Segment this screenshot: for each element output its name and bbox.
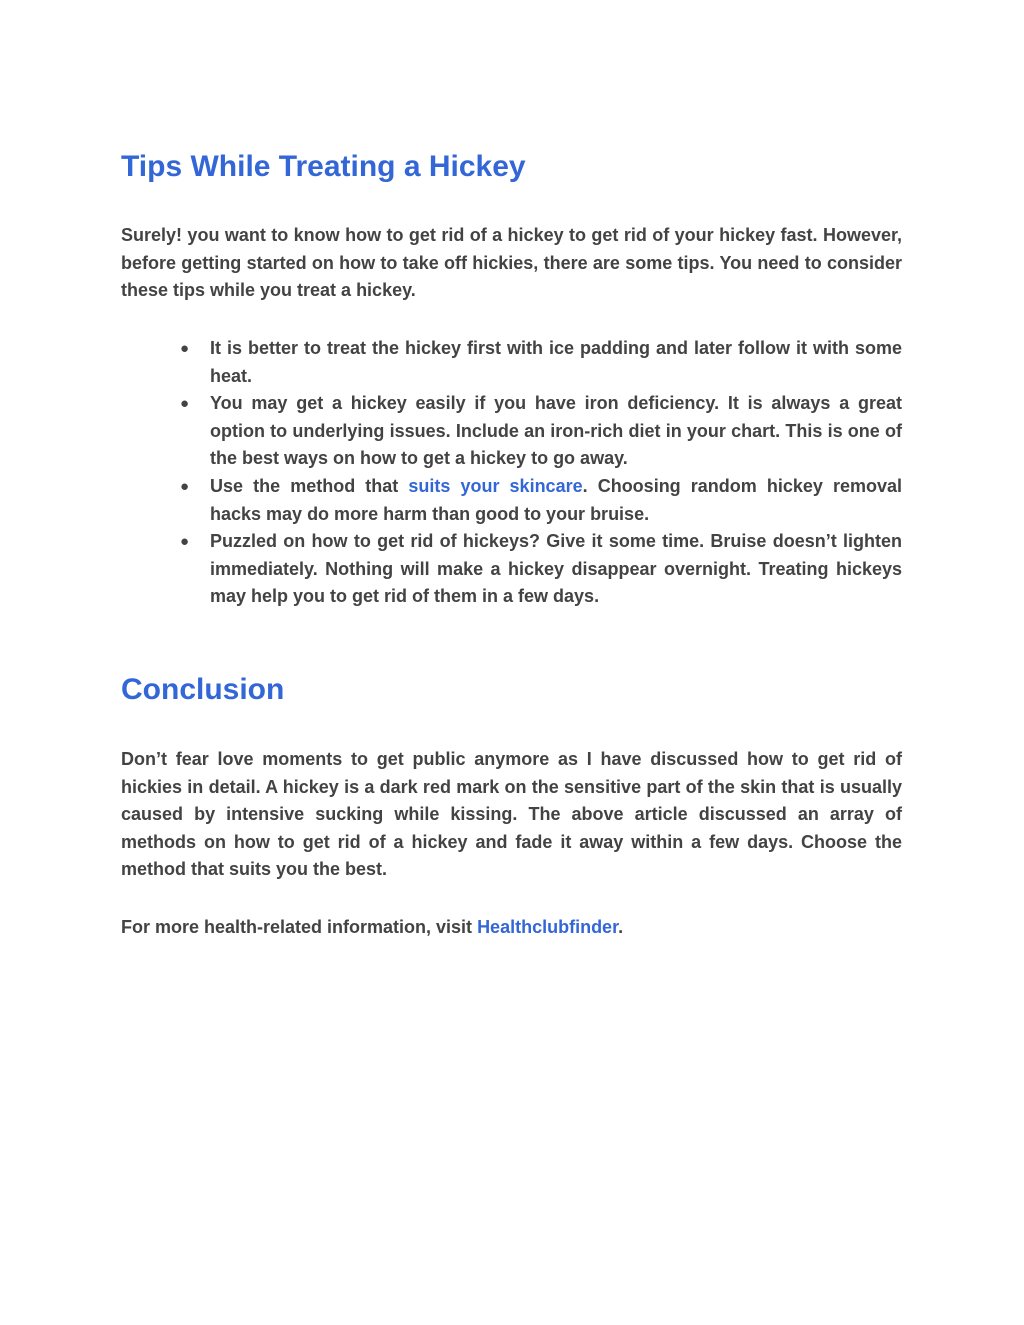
healthclubfinder-link[interactable]: Healthclubfinder — [477, 917, 619, 937]
bullet-icon: ● — [180, 395, 190, 413]
more-info-paragraph — [121, 914, 902, 942]
list-item — [121, 473, 902, 528]
more-info-period: . — [618, 917, 624, 937]
list-item — [121, 528, 902, 611]
conclusion-heading: Conclusion — [121, 673, 285, 706]
tips-heading: Tips While Treating a Hickey — [121, 150, 526, 183]
tip-text: It is better to treat the hickey first with ice padding and later follow it with some heat. — [210, 338, 902, 386]
bullet-icon: ● — [180, 477, 190, 495]
tip-text: Puzzled on how to get rid of hickeys? Give it some time. Bruise doesn’t lighten immediately. Nothing will make a hickey disappear overnight. Treating hickeys may help you to get rid of them in a few days. — [210, 531, 902, 607]
suits-your-skincare-link[interactable]: suits your skincare — [408, 475, 583, 496]
tips-intro-paragraph: Surely! you want to know how to get rid of a hickey to get rid of your hickey fast. However, before getting started on how to take off hickies, there are some tips. You need to consider these tips while you treat a hickey. — [121, 225, 902, 301]
bullet-icon: ● — [180, 533, 190, 551]
conclusion-paragraph: Don’t fear love moments to get public anymore as I have discussed how to get rid of hickies in detail. A hickey is a dark red mark on the sensitive part of the skin that is usually caused by intensive sucking while kissing. The above article discussed an array of methods on how to get rid of a hickey and fade it away within a few days. Choose the method that suits you the best. — [121, 749, 902, 880]
tip-text: You may get a hickey easily if you have iron deficiency. It is always a great option to underlying issues. Include an iron-rich diet in your chart. This is one of the best ways on how to get a hickey to go away. — [210, 393, 902, 469]
more-info-text: For more health-related information, visit — [121, 917, 478, 937]
bullet-icon: ● — [180, 340, 190, 357]
list-item — [121, 390, 902, 473]
list-item — [121, 335, 902, 390]
tip-text-before-link: Use the method that — [210, 475, 409, 496]
tip-text-after-link: . Choosing random hickey removal hacks may do more harm than good to your bruise. — [210, 475, 903, 524]
tips-list — [121, 335, 902, 611]
